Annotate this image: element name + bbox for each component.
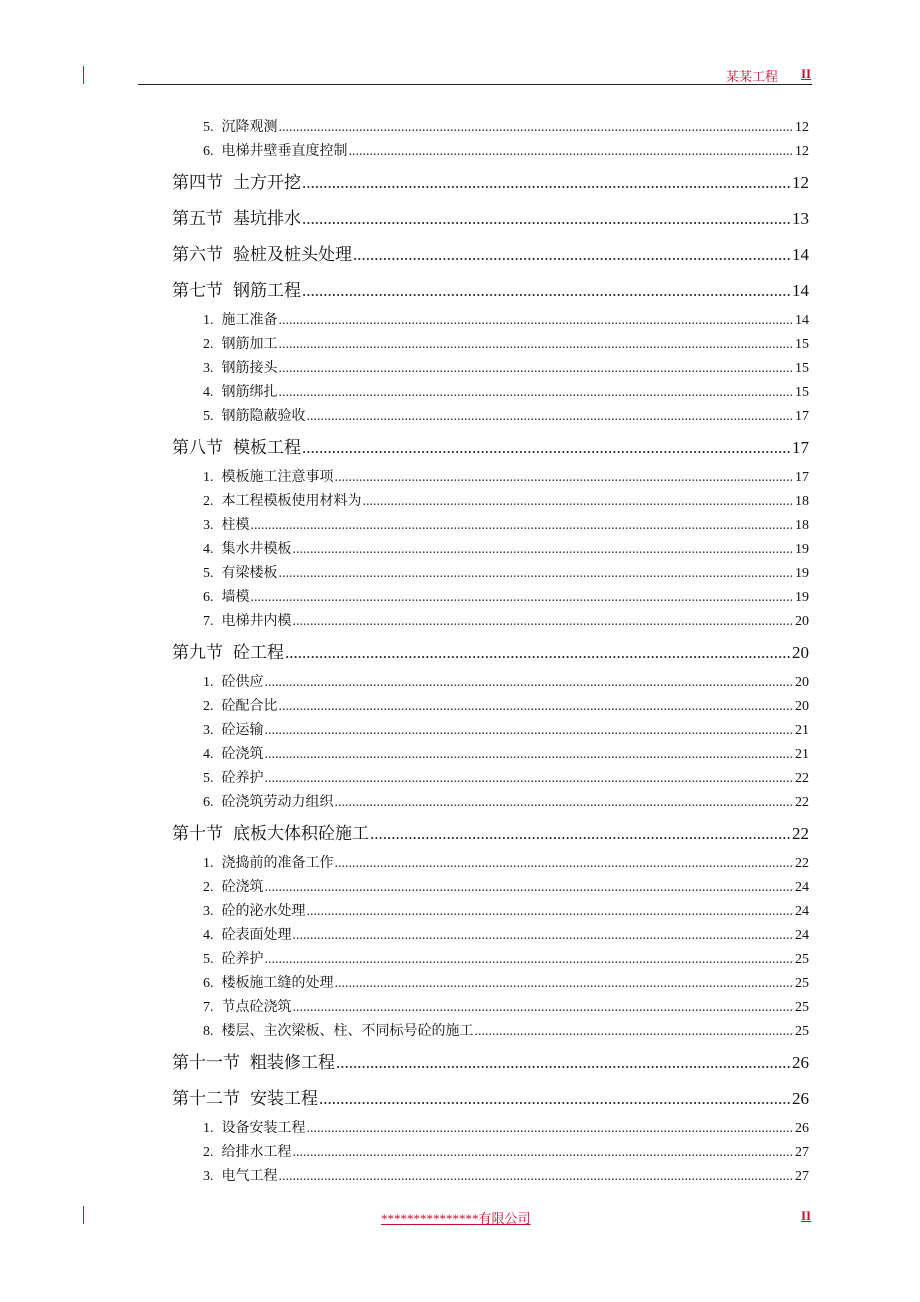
- toc-entry-page: 22: [795, 795, 809, 810]
- toc-entry-page: 19: [795, 590, 809, 605]
- toc-subsection-entry[interactable]: [203, 309, 809, 327]
- toc-entry-title: 砼养护: [221, 771, 264, 786]
- toc-entry-title: 楼层、主次梁板、柱、不同标号砼的施工: [221, 1024, 474, 1039]
- crop-mark-bottom: [83, 1206, 84, 1224]
- toc-entry-number: 1.: [203, 1121, 214, 1136]
- toc-dot-leader: [293, 928, 795, 944]
- toc-entry-title: 墙模: [221, 590, 250, 605]
- toc-dot-leader: [265, 952, 795, 968]
- toc-dot-leader: [335, 976, 795, 992]
- toc-dot-leader: [302, 281, 791, 301]
- toc-subsection-entry[interactable]: [203, 562, 809, 580]
- toc-entry-number: 2.: [203, 699, 214, 714]
- toc-entry-number: 第五节: [172, 209, 223, 228]
- toc-entry-number: 2.: [203, 494, 214, 509]
- toc-subsection-entry[interactable]: [203, 791, 809, 809]
- toc-subsection-entry[interactable]: [203, 514, 809, 532]
- toc-entry-number: 第六节: [172, 245, 223, 264]
- toc-section-entry[interactable]: [172, 204, 809, 226]
- toc-subsection-entry[interactable]: [203, 671, 809, 689]
- toc-dot-leader: [319, 1089, 791, 1109]
- toc-entry-page: 14: [795, 313, 809, 328]
- toc-entry-number: 3.: [203, 361, 214, 376]
- toc-subsection-entry[interactable]: [203, 333, 809, 351]
- toc-section-entry[interactable]: [172, 433, 809, 455]
- footer-page-number: II: [801, 1208, 812, 1223]
- toc-entry-title: 砼表面处理: [221, 928, 292, 943]
- toc-entry-page: 20: [795, 675, 809, 690]
- toc-entry-page: 24: [795, 904, 809, 919]
- toc-subsection-entry[interactable]: [203, 490, 809, 508]
- toc-entry-page: 25: [795, 952, 809, 967]
- toc-dot-leader: [307, 409, 795, 425]
- toc-entry-page: 12: [792, 173, 809, 192]
- toc-entry-page: 20: [795, 614, 809, 629]
- toc-entry-number: 第十一节: [172, 1053, 240, 1072]
- toc-entry-title: 砼浇筑: [221, 747, 264, 762]
- toc-entry-title: 钢筋接头: [221, 361, 278, 376]
- toc-dot-leader: [293, 542, 795, 558]
- toc-dot-leader: [293, 614, 795, 630]
- toc-entry-page: 20: [792, 643, 809, 662]
- toc-entry-title: 土方开挖: [233, 173, 301, 192]
- toc-entry-title: 砼养护: [221, 952, 264, 967]
- crop-mark-top: [83, 66, 84, 84]
- toc-entry-title: 砼工程: [233, 643, 284, 662]
- toc-entry-page: 18: [795, 494, 809, 509]
- toc-dot-leader: [302, 209, 791, 229]
- toc-entry-title: 砼运输: [221, 723, 264, 738]
- toc-entry-title: 沉降观测: [221, 120, 278, 135]
- toc-subsection-entry[interactable]: [203, 1141, 809, 1159]
- toc-dot-leader: [335, 856, 795, 872]
- toc-entry-page: 22: [792, 824, 809, 843]
- toc-entry-number: 1.: [203, 856, 214, 871]
- toc-subsection-entry[interactable]: [203, 466, 809, 484]
- toc-entry-number: 5.: [203, 952, 214, 967]
- toc-entry-title: 砼浇筑: [221, 880, 264, 895]
- toc-subsection-entry[interactable]: [203, 767, 809, 785]
- toc-entry-page: 20: [795, 699, 809, 714]
- toc-dot-leader: [336, 1053, 791, 1073]
- toc-subsection-entry[interactable]: [203, 538, 809, 556]
- toc-entry-page: 21: [795, 747, 809, 762]
- toc-entry-page: 26: [792, 1053, 809, 1072]
- toc-entry-page: 26: [792, 1089, 809, 1108]
- toc-section-entry[interactable]: [172, 276, 809, 298]
- toc-entry-number: 5.: [203, 120, 214, 135]
- toc-entry-number: 3.: [203, 904, 214, 919]
- toc-dot-leader: [293, 1145, 795, 1161]
- toc-entry-page: 19: [795, 542, 809, 557]
- toc-entry-title: 砼的泌水处理: [221, 904, 306, 919]
- toc-dot-leader: [285, 643, 791, 663]
- toc-dot-leader: [307, 1121, 795, 1137]
- toc-subsection-entry[interactable]: [203, 1020, 809, 1038]
- toc-entry-page: 15: [795, 337, 809, 352]
- toc-subsection-entry[interactable]: [203, 1165, 809, 1183]
- toc-entry-number: 5.: [203, 409, 214, 424]
- toc-dot-leader: [363, 494, 795, 510]
- toc-entry-title: 砼配合比: [221, 699, 278, 714]
- toc-entry-number: 3.: [203, 723, 214, 738]
- toc-entry-page: 13: [792, 209, 809, 228]
- toc-entry-number: 第十二节: [172, 1089, 240, 1108]
- toc-entry-number: 第八节: [172, 438, 223, 457]
- toc-entry-number: 1.: [203, 470, 214, 485]
- toc-subsection-entry[interactable]: [203, 1117, 809, 1135]
- toc-entry-title: 电梯井内模: [221, 614, 292, 629]
- toc-subsection-entry[interactable]: [203, 996, 809, 1014]
- toc-entry-number: 1.: [203, 313, 214, 328]
- toc-section-entry[interactable]: [172, 240, 809, 262]
- toc-dot-leader: [302, 173, 791, 193]
- toc-entry-number: 6.: [203, 976, 214, 991]
- toc-dot-leader: [370, 824, 791, 844]
- toc-entry-page: 26: [795, 1121, 809, 1136]
- toc-entry-number: 2.: [203, 1145, 214, 1160]
- toc-dot-leader: [279, 566, 795, 582]
- toc-entry-number: 第七节: [172, 281, 223, 300]
- toc-entry-number: 7.: [203, 614, 214, 629]
- toc-entry-page: 17: [795, 470, 809, 485]
- toc-entry-page: 12: [795, 120, 809, 135]
- toc-entry-title: 给排水工程: [221, 1145, 292, 1160]
- toc-entry-page: 18: [795, 518, 809, 533]
- toc-subsection-entry[interactable]: [203, 924, 809, 942]
- toc-dot-leader: [265, 675, 795, 691]
- toc-dot-leader: [279, 385, 795, 401]
- toc-subsection-entry[interactable]: [203, 852, 809, 870]
- toc-entry-title: 柱模: [221, 518, 250, 533]
- toc-dot-leader: [349, 144, 795, 160]
- toc-entry-page: 19: [795, 566, 809, 581]
- toc-entry-title: 浇捣前的准备工作: [221, 856, 334, 871]
- toc-subsection-entry[interactable]: [203, 743, 809, 761]
- toc-entry-title: 钢筋工程: [233, 281, 301, 300]
- toc-dot-leader: [353, 245, 791, 265]
- toc-dot-leader: [307, 904, 795, 920]
- toc-entry-page: 21: [795, 723, 809, 738]
- toc-entry-number: 8.: [203, 1024, 214, 1039]
- toc-entry-number: 2.: [203, 337, 214, 352]
- toc-entry-title: 施工准备: [221, 313, 278, 328]
- toc-entry-page: 27: [795, 1169, 809, 1184]
- toc-entry-number: 4.: [203, 928, 214, 943]
- toc-subsection-entry[interactable]: [203, 719, 809, 737]
- toc-entry-number: 6.: [203, 795, 214, 810]
- toc-entry-page: 24: [795, 928, 809, 943]
- toc-entry-number: 4.: [203, 385, 214, 400]
- toc-dot-leader: [265, 771, 795, 787]
- toc-dot-leader: [279, 120, 795, 136]
- toc-entry-title: 钢筋隐蔽验收: [221, 409, 306, 424]
- toc-section-entry[interactable]: [172, 819, 809, 841]
- toc-subsection-entry[interactable]: [203, 140, 809, 158]
- toc-entry-title: 有梁楼板: [221, 566, 278, 581]
- toc-entry-number: 3.: [203, 518, 214, 533]
- toc-dot-leader: [475, 1024, 795, 1040]
- toc-subsection-entry[interactable]: [203, 405, 809, 423]
- toc-entry-title: 安装工程: [250, 1089, 318, 1108]
- toc-entry-number: 4.: [203, 747, 214, 762]
- toc-entry-page: 24: [795, 880, 809, 895]
- toc-entry-page: 25: [795, 1024, 809, 1039]
- toc-entry-number: 5.: [203, 566, 214, 581]
- toc-entry-number: 第四节: [172, 173, 223, 192]
- toc-entry-title: 本工程模板使用材料为: [221, 494, 362, 509]
- toc-subsection-entry[interactable]: [203, 116, 809, 134]
- toc-dot-leader: [265, 880, 795, 896]
- toc-subsection-entry[interactable]: [203, 357, 809, 375]
- toc-subsection-entry[interactable]: [203, 876, 809, 894]
- toc-entry-title: 砼供应: [221, 675, 264, 690]
- toc-entry-title: 砼浇筑劳动力组织: [221, 795, 334, 810]
- toc-entry-number: 3.: [203, 1169, 214, 1184]
- toc-subsection-entry[interactable]: [203, 695, 809, 713]
- toc-entry-title: 电气工程: [221, 1169, 278, 1184]
- toc-entry-title: 验桩及桩头处理: [233, 245, 352, 264]
- toc-dot-leader: [265, 747, 795, 763]
- toc-entry-title: 电梯井壁垂直度控制: [221, 144, 348, 159]
- toc-section-entry[interactable]: [172, 168, 809, 190]
- toc-entry-page: 15: [795, 361, 809, 376]
- toc-entry-title: 楼板施工缝的处理: [221, 976, 334, 991]
- toc-subsection-entry[interactable]: [203, 381, 809, 399]
- toc-entry-number: 4.: [203, 542, 214, 557]
- toc-entry-number: 第十节: [172, 824, 223, 843]
- toc-entry-title: 基坑排水: [233, 209, 301, 228]
- toc-entry-number: 6.: [203, 590, 214, 605]
- toc-entry-page: 17: [795, 409, 809, 424]
- toc-dot-leader: [335, 795, 795, 811]
- toc-subsection-entry[interactable]: [203, 948, 809, 966]
- footer-company: ***************有限公司: [381, 1211, 531, 1226]
- toc-entry-number: 6.: [203, 144, 214, 159]
- toc-entry-page: 14: [792, 245, 809, 264]
- header-rule: [138, 84, 812, 85]
- toc-dot-leader: [265, 723, 795, 739]
- toc-entry-title: 模板施工注意事项: [221, 470, 334, 485]
- toc-dot-leader: [302, 438, 791, 458]
- toc-entry-title: 集水井模板: [221, 542, 292, 557]
- toc-entry-number: 第九节: [172, 643, 223, 662]
- toc-subsection-entry[interactable]: [203, 900, 809, 918]
- toc-entry-title: 设备安装工程: [221, 1121, 306, 1136]
- toc-subsection-entry[interactable]: [203, 586, 809, 604]
- toc-dot-leader: [279, 337, 795, 353]
- toc-dot-leader: [279, 361, 795, 377]
- header-title: 某某工程: [726, 69, 779, 84]
- toc-dot-leader: [279, 1169, 795, 1185]
- toc-entry-title: 节点砼浇筑: [221, 1000, 292, 1015]
- toc-dot-leader: [279, 699, 795, 715]
- toc-dot-leader: [251, 590, 795, 606]
- toc-dot-leader: [335, 470, 795, 486]
- toc-dot-leader: [279, 313, 795, 329]
- toc-entry-title: 粗装修工程: [250, 1053, 335, 1072]
- toc-dot-leader: [293, 1000, 795, 1016]
- toc-entry-title: 钢筋加工: [221, 337, 278, 352]
- toc-entry-page: 15: [795, 385, 809, 400]
- toc-entry-number: 7.: [203, 1000, 214, 1015]
- toc-section-entry[interactable]: [172, 1084, 809, 1106]
- toc-subsection-entry[interactable]: [203, 610, 809, 628]
- toc-entry-page: 17: [792, 438, 809, 457]
- toc-entry-number: 2.: [203, 880, 214, 895]
- toc-dot-leader: [251, 518, 795, 534]
- toc-entry-title: 底板大体积砼施工: [233, 824, 369, 843]
- toc-entry-number: 5.: [203, 771, 214, 786]
- toc-section-entry[interactable]: [172, 638, 809, 660]
- toc-entry-page: 12: [795, 144, 809, 159]
- toc-entry-page: 27: [795, 1145, 809, 1160]
- toc-entry-number: 1.: [203, 675, 214, 690]
- toc-entry-page: 25: [795, 976, 809, 991]
- toc-entry-page: 22: [795, 771, 809, 786]
- toc-entry-title: 模板工程: [233, 438, 301, 457]
- toc-entry-page: 14: [792, 281, 809, 300]
- toc-section-entry[interactable]: [172, 1048, 809, 1070]
- toc-entry-page: 25: [795, 1000, 809, 1015]
- toc-entry-page: 22: [795, 856, 809, 871]
- toc-entry-title: 钢筋绑扎: [221, 385, 278, 400]
- toc-subsection-entry[interactable]: [203, 972, 809, 990]
- header-page-number: II: [801, 66, 812, 81]
